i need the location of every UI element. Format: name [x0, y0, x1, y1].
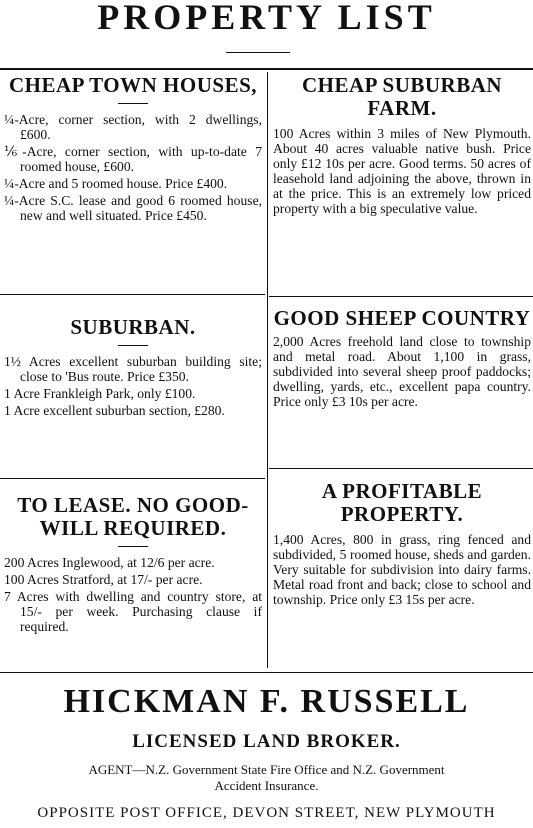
broker-name: HICKMAN F. RUSSELL: [63, 683, 470, 720]
divider: [118, 103, 148, 104]
right-column-sheep: [273, 307, 531, 409]
profitable-heading: A PROFITABLE PROPERTY.: [321, 479, 483, 526]
left-column: [4, 74, 262, 225]
section-rule: [269, 296, 533, 297]
page-title: PROPERTY LIST: [97, 0, 436, 37]
listing-item: 1 Acre excellent suburban section, £280.: [4, 403, 225, 418]
profit-description: 1,400 Acres, 800 in grass, ring fenced and subdivided, 5 roomed house, sheds and garden. Very suitable for subdivision into dairy farms. Metal road front and back; close to school and township. Price only £3 15s per acre.: [273, 532, 531, 607]
agent-line: AGENT—N.Z. Government State Fire Office and N.Z. Government: [88, 762, 445, 777]
footer-rule: [0, 672, 533, 673]
listing-item: 7 Acres with dwelling and country store, at 15/- per week. Purchasing clause if required.: [4, 589, 262, 634]
section-rule: [0, 294, 265, 295]
agent-line-2: Accident Insurance.: [214, 778, 319, 793]
sheep-country-heading: GOOD SHEEP COUNTRY: [273, 306, 531, 330]
suburban-heading: SUBURBAN.: [70, 315, 196, 339]
listing-item: ¼-Acre S.C. lease and good 6 roomed house, new and well situated. Price £450.: [4, 193, 262, 223]
listing-item: 100 Acres Stratford, at 17/- per acre.: [4, 572, 203, 587]
right-column-farm: [273, 74, 531, 216]
column-divider: [267, 72, 268, 668]
section-rule: [0, 478, 265, 479]
listing-item: ¼-Acre, corner section, with 2 dwellings, £600.: [4, 112, 262, 142]
farm-description: 100 Acres within 3 miles of New Plymouth. About 40 acres valuable native bush. Price only £12 10s per acre. Good terms. 50 acres of leasehold land adjoining the above, thrown in at the price. This is an extremely low priced property with a big speculative value.: [273, 126, 531, 216]
left-column-suburban: [4, 316, 262, 420]
right-column-profit: [273, 480, 531, 607]
listing-item: ¼-Acre and 5 roomed house. Price £400.: [4, 176, 228, 191]
listing-item: 1 Acre Frankleigh Park, only £100.: [4, 386, 196, 401]
divider: [118, 546, 148, 547]
listing-item: 1½ Acres excellent suburban building site; close to 'Bus route. Price £350.: [4, 354, 262, 384]
lease-heading: TO LEASE. NO GOOD-WILL REQUIRED.: [17, 493, 249, 540]
left-column-lease: [4, 494, 262, 636]
sheep-description: 2,000 Acres freehold land close to township and metal road. About 1,100 in grass, subdivided into several sheep proof paddocks; dwelling, yards, etc., excellent papa country. Price only £3 10s per acre.: [273, 334, 531, 409]
suburban-farm-heading: CHEAP SUBURBAN FARM.: [301, 73, 503, 120]
address-line: OPPOSITE POST OFFICE, DEVON STREET, NEW PLYMOUTH: [37, 805, 496, 821]
section-rule: [269, 468, 533, 469]
divider: [118, 345, 148, 346]
listing-item: ⅙-Acre, corner section, with up-to-date 7 roomed house, £600.: [4, 144, 262, 174]
broker-title: LICENSED LAND BROKER.: [132, 731, 401, 752]
listing-item: 200 Acres Inglewood, at 12/6 per acre.: [4, 555, 215, 570]
title-rule: [226, 52, 290, 53]
top-rule: [0, 68, 533, 70]
town-houses-heading: CHEAP TOWN HOUSES,: [8, 73, 258, 97]
